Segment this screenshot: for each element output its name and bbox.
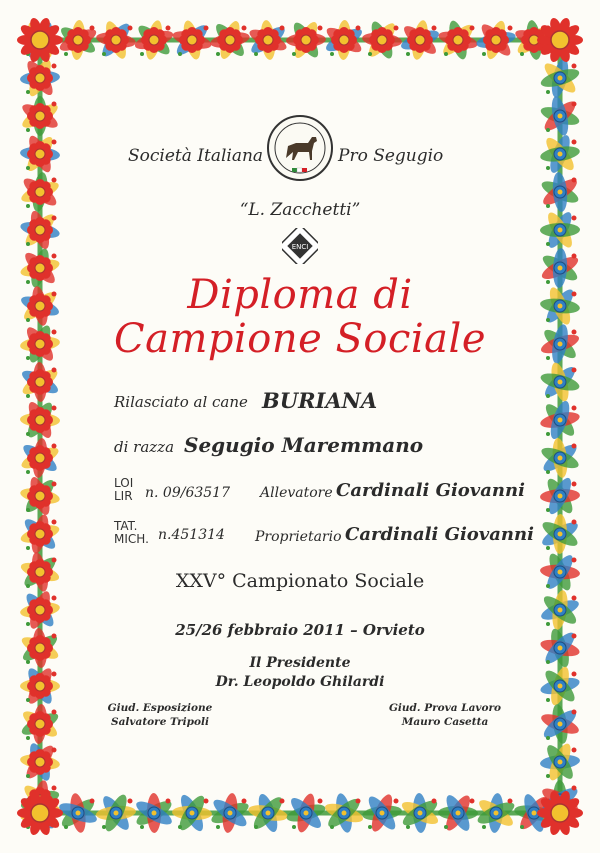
dog-name: BURIANA xyxy=(262,388,378,413)
diploma-title-line2: Campione Sociale xyxy=(113,316,486,362)
president-title: Il Presidente xyxy=(249,655,351,671)
owner-value: Cardinali Giovanni xyxy=(345,524,534,545)
society-name-left: Società Italiana xyxy=(128,146,264,166)
enci-logo xyxy=(282,228,318,264)
loi-label-line1: LOI xyxy=(114,476,134,490)
owner-label: Proprietario xyxy=(255,529,342,545)
president-name: Dr. Leopoldo Ghilardi xyxy=(215,674,385,690)
society-subtitle: “L. Zacchetti” xyxy=(239,200,361,220)
society-seal xyxy=(266,110,334,194)
diploma-title-line1: Diploma di xyxy=(187,272,413,318)
judge-right-name: Mauro Casetta xyxy=(401,716,489,728)
date-place: 25/26 febbraio 2011 – Orvieto xyxy=(175,621,425,639)
breed-label: di razza xyxy=(114,438,175,456)
judge-right-title: Giud. Prova Lavoro xyxy=(388,702,502,714)
loi-label xyxy=(114,477,133,503)
tat-label-line2: MICH. xyxy=(114,532,149,546)
loi-label-line2: LIR xyxy=(114,489,133,503)
breed-value: Segugio Maremmano xyxy=(184,433,424,457)
breeder-label: Allevatore xyxy=(260,485,333,501)
tat-label-line1: TAT. xyxy=(114,519,138,533)
enci-logo-text: ENCI xyxy=(291,243,309,251)
breeder-value: Cardinali Giovanni xyxy=(336,480,525,501)
championship-title: XXV° Campionato Sociale xyxy=(175,570,425,592)
dog-label: Rilasciato al cane xyxy=(114,393,248,411)
judge-left-title: Giud. Esposizione xyxy=(107,702,213,714)
tat-number: n.451314 xyxy=(158,527,225,543)
judge-left-name: Salvatore Tripoli xyxy=(111,716,209,728)
loi-number: n. 09/63517 xyxy=(145,485,230,501)
society-name-right: Pro Segugio xyxy=(338,146,444,166)
tat-label xyxy=(114,520,149,546)
